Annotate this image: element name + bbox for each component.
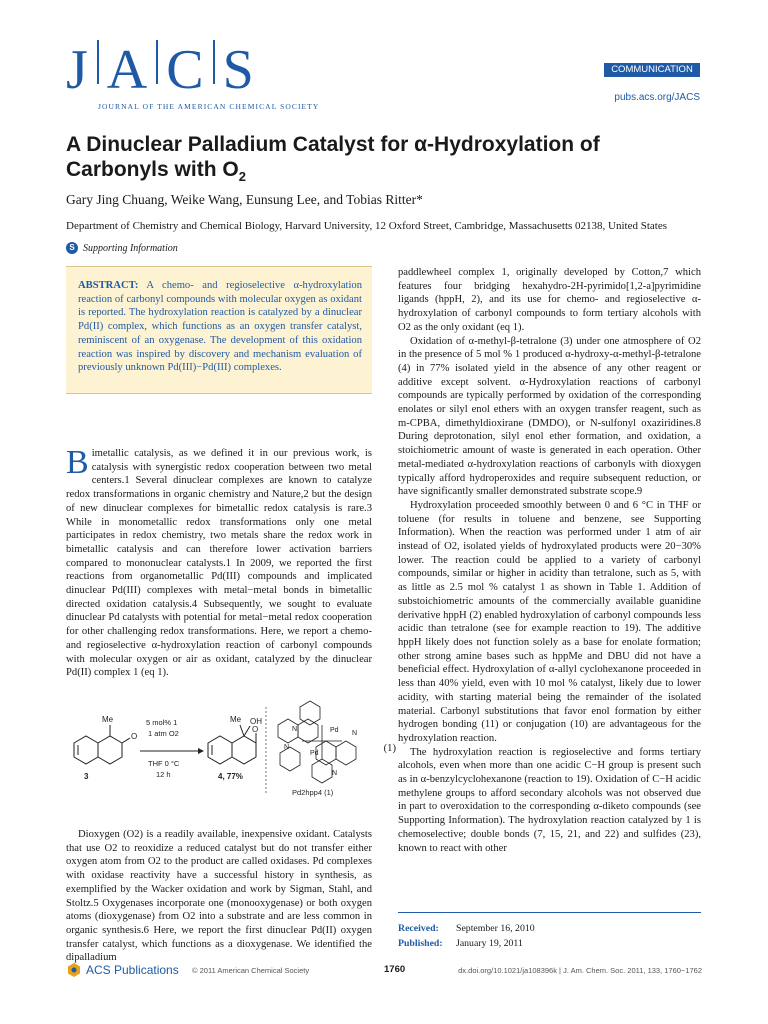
reaction-arrowhead bbox=[198, 748, 204, 754]
pd-atom-top: Pd bbox=[330, 727, 339, 734]
nitrogen-atom-4: N bbox=[332, 770, 338, 777]
article-type-badge: COMMUNICATION bbox=[604, 63, 700, 77]
condition-time: 12 h bbox=[156, 770, 171, 779]
substrate-oxygen: O bbox=[131, 732, 138, 741]
author-list: Gary Jing Chuang, Weike Wang, Eunsung Lee, and Tobias Ritter* bbox=[66, 192, 423, 207]
acs-hex-icon bbox=[66, 962, 82, 978]
product-oxygen: O bbox=[252, 725, 259, 734]
substrate-me: Me bbox=[102, 715, 114, 724]
doi-citation[interactable]: dx.doi.org/10.1021/ja108396k | J. Am. Chem. Soc. 2011, 133, 1760−1762 bbox=[458, 966, 702, 975]
right-paragraph-1: paddlewheel complex 1, originally developed by Cotton,7 which features four bridging hexahydro-2H-pyrimido[1,2-a]pyrimidine ligands (hppH, 2), and its use for chemo- and regioselective α-hydroxylation of carbonyl compounds to form tertiary alcohols with O2 as the only oxidant (eq 1). bbox=[398, 267, 701, 333]
nitrogen-atom-3: N bbox=[284, 744, 290, 751]
condition-catalyst: 5 mol% 1 bbox=[146, 718, 178, 727]
publisher-name: ACS Publications bbox=[86, 963, 179, 977]
product-label: 4, 77% bbox=[218, 772, 243, 781]
left-column-body bbox=[66, 444, 372, 680]
condition-solvent: THF 0 °C bbox=[148, 759, 180, 768]
received-date: September 16, 2010 bbox=[456, 923, 535, 934]
right-column-body bbox=[398, 266, 701, 855]
received-label: Received: bbox=[398, 923, 439, 934]
nitrogen-atom-1: N bbox=[292, 726, 298, 733]
substrate-label: 3 bbox=[84, 772, 89, 781]
logo-subtitle: JOURNAL OF THE AMERICAN CHEMICAL SOCIETY bbox=[98, 102, 320, 111]
page-number: 1760 bbox=[384, 964, 406, 975]
pd-atom-bottom: Pd bbox=[310, 750, 319, 757]
published-label: Published: bbox=[398, 938, 443, 949]
intro-paragraph: Bimetallic catalysis, as we defined it in our previous work, is catalysis with synergistic redox cooperation between two metal centers.1 Several dinuclear complexes are known to catalyze redox transformations in organic chemistry and Nature,2 but the design of new dinuclear complexes for bimetallic redox catalysis is rare.3 While in monometallic redox transformations only one metal participates in redox chemistry, two metals share the redox work in bimetallic catalysis and can therefore lower activation barriers compared to mononuclear catalysts.1 In 2009, we reported the first reactions from organometallic Pd(III) compounds and implicated dinuclear Pd(III) complexes with metal−metal bonds in bimetallic directed oxidation catalysis.4 Subsequently, we sought to evaluate dinuclear Pd catalysts with potential for metal−metal redox cooperation for other challenging redox transformations. Here, we report a chemo- and regioselective α-hydroxylation reaction of carbonyl compounds with molecular oxygen or air as oxidant, catalyzed by the dinuclear Pd(II) complex 1 (eq 1). bbox=[66, 444, 372, 679]
right-paragraph-4: The hydroxylation reaction is regioselective and forms tertiary alcohols, even when more than one acidic C−H group is present such as in α-benzylcyclohexanone (reaction to 19). Oxidation of C−H acidic methylene groups to afford secondary alcohols was not observed due in part to overoxidation to the corresponding α-diketo compounds (see Supporting Information). The hydroxylation reaction catalyzed by 1 is chemoselective; double bonds (7, 15, 21, and 22) and sulfides (23), known to react with other bbox=[398, 746, 701, 854]
product-structure bbox=[208, 725, 259, 764]
journal-url-link[interactable]: pubs.acs.org/JACS bbox=[614, 92, 700, 103]
product-me: Me bbox=[230, 715, 242, 724]
abstract-text: A chemo- and regioselective α-hydroxylation reaction of carbonyl compounds with molecular oxygen as oxidant is reported. The hydroxylation reaction is catalyzed by a dinuclear Pd(II) complex, which functions as an oxygen transfer catalyst, reminiscent of an oxygenase. The development of this oxidation reaction was inspired by discovery and mechanism evaluation of previously unknown Pd(III)−Pd(III) complexes. bbox=[78, 280, 362, 374]
catalyst-structure bbox=[278, 701, 356, 783]
supporting-info-link[interactable] bbox=[66, 242, 178, 254]
equation-number: (1) bbox=[383, 743, 396, 754]
page-footer bbox=[66, 962, 702, 982]
drop-cap: B bbox=[66, 444, 89, 481]
reaction-scheme bbox=[66, 695, 396, 805]
affiliation: Department of Chemistry and Chemical Biology, Harvard University, 12 Oxford Street, Cambridge, Massachusetts 02138, United States bbox=[66, 220, 668, 232]
substrate-structure bbox=[74, 725, 130, 764]
supporting-info-label: Supporting Information bbox=[83, 242, 178, 254]
published-date: January 19, 2011 bbox=[456, 938, 523, 949]
condition-oxygen: 1 atm O2 bbox=[148, 729, 179, 738]
copyright: © 2011 American Chemical Society bbox=[192, 966, 310, 975]
article-title: A Dinuclear Palladium Catalyst for α-Hydroxylation of Carbonyls with $O_2$ bbox=[66, 133, 600, 185]
left-column-body-continued bbox=[66, 828, 372, 965]
abstract-label: ABSTRACT: bbox=[78, 280, 139, 291]
logo-letters: J A C S bbox=[66, 39, 255, 101]
acs-publications-logo[interactable] bbox=[66, 962, 179, 978]
product-hydroxyl: OH bbox=[250, 717, 262, 726]
abstract-box bbox=[66, 266, 372, 394]
right-paragraph-2: Oxidation of α-methyl-β-tetralone (3) under one atmosphere of O2 in the presence of 5 mol % 1 produced α-hydroxy-α-methyl-β-tetralone (4) in 77% isolated yield in the absence of any other reagent or additive except solvent. α-Hydroxylation reactions of carbonyl compounds are typically performed by oxidation of the corresponding enolates or silyl enol ethers with an oxygen transfer reagent, such as m-CPBA, dimethyldioxirane (DMDO), or N-sulfonyl oxaziridines.8 During deprotonation, silyl enol ether formation, and oxidation, a stoichiometric amount of waste is generated in each operation. Other metal-mediated α-hydroxylation reactions of carbonyls with dioxygen typically afford hydroperoxides and require subsequent reduction, or have significantly smaller demonstrated substrate scope.9 bbox=[398, 335, 701, 498]
right-paragraph-3: Hydroxylation proceeded smoothly between 0 and 6 °C in THF or toluene (for results in toluene and benzene, see Supporting Information). When the reaction was performed under 1 atm of air instead of O2, isolated yields of hydroxylated products were 20−30% lower. The reaction could be applied to a variety of carbonyl compounds, similar or higher in acidity than tetralone, such as 5, with as little as 2.5 mol % catalyst 1 as shown in Table 1. Addition of substoichiometric amounts of the commercially available guanidine derivative hppH (2) enabled hydroxylation of carbonyl compounds less acidic than tetralone (see for example reaction to 19). The additive hppH likely does not function solely as a base for enolate formation; other strong amine bases such as hppMe and DBU did not have a beneficial effect. Hydroxylation of α-allyl cyclohexanone proceeded in less than 40% yield, even with 10 mol % catalyst, likely due to lower acidity, with starting material being the remainder of the isolated material. Carbonyl substitutions that favor enol formation by either hydrogen bonding (11) or conjugation (10) are advantageous for the hydroxylation reaction. bbox=[398, 499, 701, 744]
catalyst-label: Pd2hpp4 (1) bbox=[292, 788, 334, 797]
nitrogen-atom-2: N bbox=[352, 730, 358, 737]
publication-dates bbox=[398, 912, 701, 951]
journal-logo bbox=[66, 39, 320, 111]
supporting-info-icon: S bbox=[66, 242, 78, 254]
dioxygen-paragraph: Dioxygen (O2) is a readily available, inexpensive oxidant. Catalysts that use O2 to reoxidize a reduced catalyst but do not transfer either oxygen atom from O2 to the product are called oxidases. Pd complexes with oxidase reactivity have a successful history in synthesis, as exemplified by the Wacker oxidation and work by Sigman, Stahl, and Stoltz.5 Oxygenases incorporate one (monooxygenase) or both oxygen atoms (dioxygenase) from O2 into a substrate and are less common in organic synthesis.6 Here, we report the first dinuclear Pd(II) oxygen transfer catalyst, which functions as a dioxygenase. We identified the dipalladium bbox=[66, 829, 372, 964]
